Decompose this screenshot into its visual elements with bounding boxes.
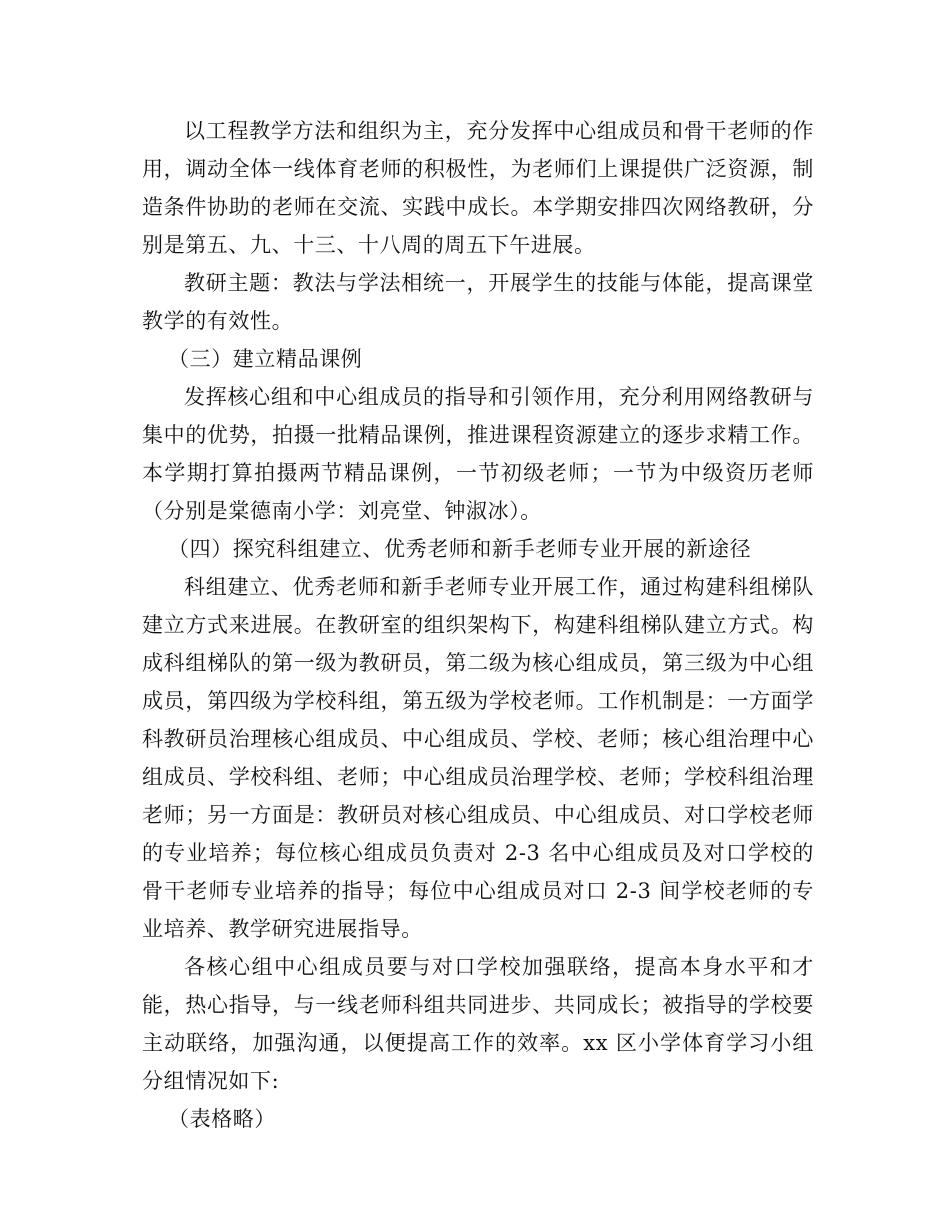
paragraph-core-group: 各核心组中心组成员要与对口学校加强联络，提高本身水平和才能，热心指导，与一线老师科组共同进步、共同成长；被指导的学校要主动联络，加强沟通，以便提高工作的效率。xx 区小学体育学习小组分组情况如下: [142, 955, 814, 1093]
paragraph-research-theme: 教研主题：教法与学法相统一，开展学生的技能与体能，提高课堂教学的有效性。 [142, 271, 814, 333]
document-body [142, 112, 814, 1138]
paragraph-lesson-examples: 发挥核心组和中心组成员的指导和引领作用，充分利用网络教研与集中的优势，拍摄一批精品课例，推进课程资源建立的逐步求精工作。本学期打算拍摄两节精品课例，一节初级老师；一节为中级资历老师（分别是棠德南小学：刘亮堂、钟淑冰）。 [142, 385, 814, 523]
section-heading-3: （三）建立精品课例 [168, 347, 363, 371]
paragraph-intro: 以工程教学方法和组织为主，充分发挥中心组成员和骨干老师的作用，调动全体一线体育老师的积极性，为老师们上课提供广泛资源，制造条件协助的老师在交流、实践中成长。本学期安排四次网络教研，分别是第五、九、十三、十八周的周五下午进展。 [142, 119, 814, 257]
section-heading-4: （四）探究科组建立、优秀老师和新手老师专业开展的新途径 [168, 537, 752, 561]
paragraph-team-building: 科组建立、优秀老师和新手老师专业开展工作，通过构建科组梯队建立方式来进展。在教研室的组织架构下，构建科组梯队建立方式。构成科组梯队的第一级为教研员，第二级为核心组成员，第三级为中心组成员，第四级为学校科组，第五级为学校老师。工作机制是：一方面学科教研员治理核心组成员、中心组成员、学校、老师；核心组治理中心组成员、学校科组、老师；中心组成员治理学校、老师；学校科组治理老师；另一方面是：教研员对核心组成员、中心组成员、对口学校老师的专业培养；每位核心组成员负责对 2-3 名中心组成员及对口学校的骨干老师专业培养的指导；每位中心组成员对口 2-3 间学校老师的专业培养、教学研究进展指导。 [142, 575, 814, 941]
table-omitted-note: （表格略） [168, 1107, 276, 1131]
